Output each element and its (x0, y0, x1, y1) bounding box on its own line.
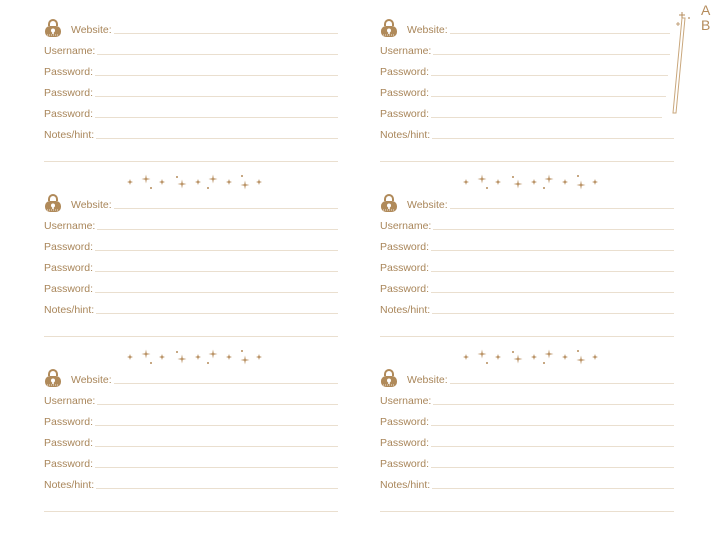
magic-wand-icon (665, 10, 695, 115)
notes-label: Notes/hint: (380, 304, 431, 316)
write-line[interactable] (95, 292, 338, 293)
sparkle-divider-icon (122, 347, 262, 367)
password1-field[interactable] (44, 239, 338, 253)
write-line[interactable] (450, 33, 670, 34)
write-line[interactable] (96, 313, 338, 314)
password-label: Password: (380, 66, 430, 78)
notes-label: Notes/hint: (44, 304, 95, 316)
password1-field[interactable] (44, 64, 338, 78)
marker-a: A (701, 2, 711, 18)
password-label: Password: (44, 241, 94, 253)
write-line[interactable] (432, 138, 674, 139)
password-label: Password: (44, 262, 94, 274)
write-line[interactable] (95, 446, 338, 447)
website-field[interactable] (44, 372, 338, 386)
username-label: Username: (44, 220, 96, 232)
password-label: Password: (44, 437, 94, 449)
password3-field[interactable] (44, 106, 338, 120)
extra-write-line[interactable] (380, 161, 674, 162)
write-line[interactable] (95, 271, 338, 272)
website-label: Website: (407, 374, 448, 386)
notes-field[interactable] (380, 127, 674, 141)
write-line[interactable] (97, 229, 338, 230)
write-line[interactable] (95, 75, 338, 76)
extra-write-line[interactable] (380, 511, 674, 512)
password2-field[interactable] (380, 85, 666, 99)
website-field[interactable] (44, 197, 338, 211)
password-label: Password: (380, 108, 430, 120)
extra-write-line[interactable] (44, 336, 338, 337)
password3-field[interactable] (44, 456, 338, 470)
write-line[interactable] (114, 33, 338, 34)
password3-field[interactable] (380, 281, 674, 295)
password-label: Password: (44, 458, 94, 470)
website-label: Website: (407, 199, 448, 211)
write-line[interactable] (432, 313, 674, 314)
page-marker (701, 3, 710, 33)
notes-label: Notes/hint: (380, 479, 431, 491)
write-line[interactable] (431, 446, 674, 447)
write-line[interactable] (97, 404, 338, 405)
password-label: Password: (44, 108, 94, 120)
marker-b: B (701, 17, 711, 33)
website-label: Website: (407, 24, 448, 36)
extra-write-line[interactable] (44, 511, 338, 512)
website-label: Website: (71, 199, 112, 211)
username-field[interactable] (44, 43, 338, 57)
password-label: Password: (380, 87, 430, 99)
password1-field[interactable] (380, 239, 674, 253)
write-line[interactable] (431, 292, 674, 293)
write-line[interactable] (95, 250, 338, 251)
password-label: Password: (44, 87, 94, 99)
write-line[interactable] (431, 250, 674, 251)
extra-write-line[interactable] (380, 336, 674, 337)
username-label: Username: (380, 395, 432, 407)
username-label: Username: (380, 45, 432, 57)
username-field[interactable] (380, 393, 674, 407)
password2-field[interactable] (380, 435, 674, 449)
password2-field[interactable] (44, 260, 338, 274)
write-line[interactable] (114, 383, 338, 384)
notes-field[interactable] (380, 477, 674, 491)
write-line[interactable] (431, 271, 674, 272)
password-label: Password: (380, 458, 430, 470)
password2-field[interactable] (44, 85, 338, 99)
notes-field[interactable] (44, 127, 338, 141)
write-line[interactable] (95, 117, 338, 118)
sparkle-divider-icon (458, 347, 598, 367)
write-line[interactable] (450, 383, 674, 384)
password2-field[interactable] (380, 260, 674, 274)
notes-field[interactable] (44, 302, 338, 316)
write-line[interactable] (431, 75, 668, 76)
password1-field[interactable] (380, 64, 668, 78)
website-field[interactable] (380, 22, 670, 36)
website-field[interactable] (44, 22, 338, 36)
write-line[interactable] (114, 208, 338, 209)
write-line[interactable] (433, 404, 674, 405)
website-field[interactable] (380, 372, 674, 386)
notes-field[interactable] (380, 302, 674, 316)
write-line[interactable] (433, 229, 674, 230)
notes-field[interactable] (44, 477, 338, 491)
write-line[interactable] (431, 117, 662, 118)
username-field[interactable] (44, 393, 338, 407)
password3-field[interactable] (380, 106, 662, 120)
write-line[interactable] (431, 467, 674, 468)
username-label: Username: (44, 45, 96, 57)
password-label: Password: (44, 283, 94, 295)
notes-label: Notes/hint: (380, 129, 431, 141)
write-line[interactable] (431, 96, 666, 97)
password-label: Password: (380, 262, 430, 274)
write-line[interactable] (95, 467, 338, 468)
username-field[interactable] (380, 218, 674, 232)
write-line[interactable] (432, 488, 674, 489)
notes-label: Notes/hint: (44, 129, 95, 141)
password-label: Password: (380, 437, 430, 449)
password3-field[interactable] (380, 456, 674, 470)
website-label: Website: (71, 374, 112, 386)
sparkle-divider-icon (458, 172, 598, 192)
write-line[interactable] (450, 208, 674, 209)
write-line[interactable] (96, 488, 338, 489)
username-field[interactable] (380, 43, 670, 57)
username-field[interactable] (44, 218, 338, 232)
write-line[interactable] (96, 138, 338, 139)
write-line[interactable] (95, 96, 338, 97)
password-label: Password: (380, 241, 430, 253)
password1-field[interactable] (380, 414, 674, 428)
password-label: Password: (380, 283, 430, 295)
username-label: Username: (380, 220, 432, 232)
password1-field[interactable] (44, 414, 338, 428)
password2-field[interactable] (44, 435, 338, 449)
password-label: Password: (380, 416, 430, 428)
username-label: Username: (44, 395, 96, 407)
sparkle-divider-icon (122, 172, 262, 192)
extra-write-line[interactable] (44, 161, 338, 162)
write-line[interactable] (95, 425, 338, 426)
password3-field[interactable] (44, 281, 338, 295)
website-label: Website: (71, 24, 112, 36)
notes-label: Notes/hint: (44, 479, 95, 491)
password-label: Password: (44, 416, 94, 428)
write-line[interactable] (97, 54, 338, 55)
write-line[interactable] (431, 425, 674, 426)
write-line[interactable] (433, 54, 670, 55)
password-label: Password: (44, 66, 94, 78)
website-field[interactable] (380, 197, 674, 211)
